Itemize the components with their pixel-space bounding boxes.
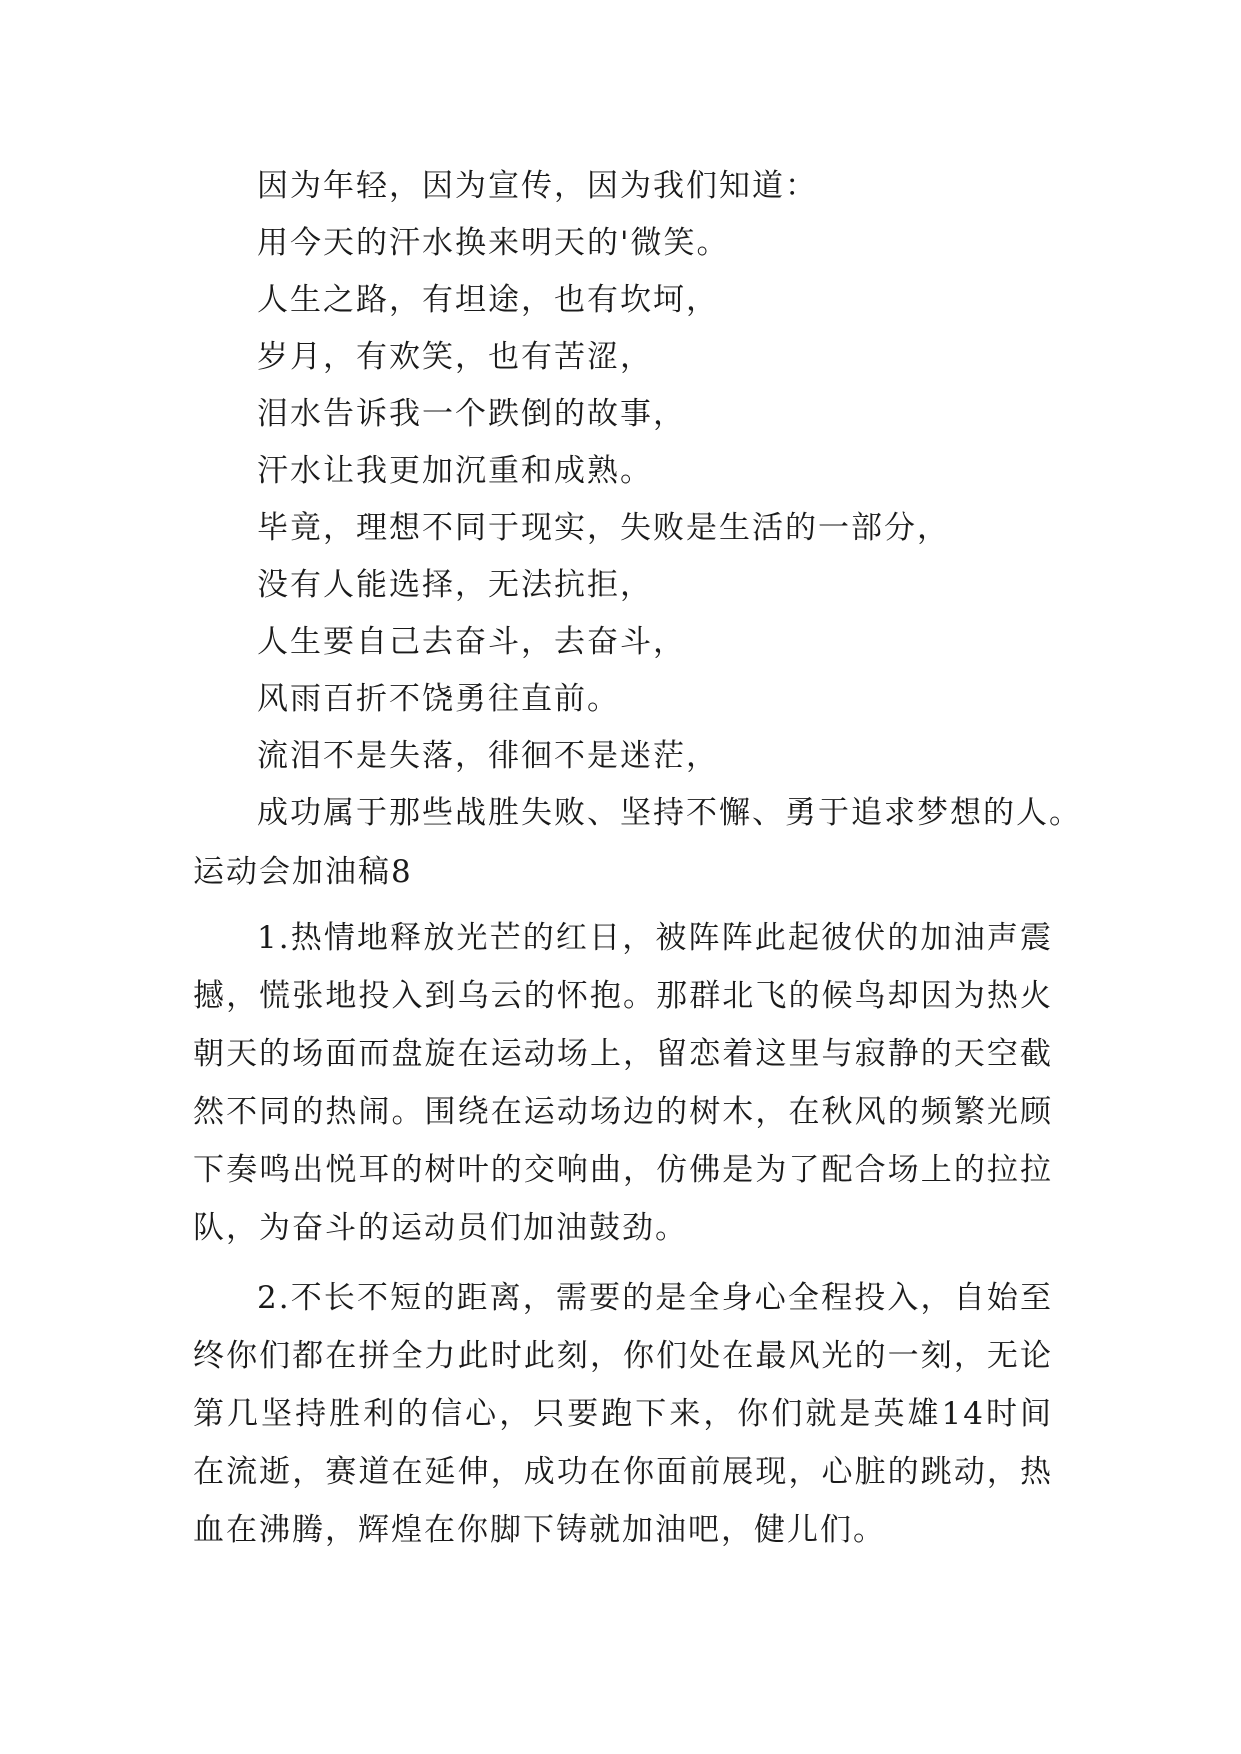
- poem-line: 毕竟，理想不同于现实，失败是生活的一部分，: [257, 510, 950, 546]
- poem-line: 岁月，有欢笑，也有苦涩，: [257, 339, 653, 375]
- poem-line: 人生之路，有坦途，也有坎坷，: [257, 282, 719, 318]
- poem-line: 泪水告诉我一个跌倒的故事，: [257, 396, 686, 432]
- poem-line: 流泪不是失落，徘徊不是迷茫，: [257, 738, 719, 774]
- poem-line: 风雨百折不饶勇往直前。: [257, 681, 620, 717]
- poem-line: 汗水让我更加沉重和成熟。: [257, 453, 653, 489]
- poem-line: 人生要自己去奋斗，去奋斗，: [257, 624, 686, 660]
- poem-line: 没有人能选择，无法抗拒，: [257, 567, 653, 603]
- poem-line: 成功属于那些战胜失败、坚持不懈、勇于追求梦想的人。: [257, 795, 1082, 831]
- poem-line: 用今天的汗水换来明天的'微笑。: [257, 225, 730, 261]
- poem-line: 因为年轻，因为宣传，因为我们知道：: [257, 168, 818, 204]
- section-heading: 运动会加油稿8: [193, 854, 413, 890]
- paragraph-2: 2.不长不短的距离，需要的是全身心全程投入，自始至终你们都在拼全力此时此刻，你们处在最风光的一刻，无论第几坚持胜利的信心，只要跑下来，你们就是英雄14时间在流逝，赛道在延伸，成功在你面前展现，心脏的跳动，热血在沸腾，辉煌在你脚下铸就加油吧，健儿们。: [193, 1280, 1053, 1548]
- document-body: [193, 158, 1082, 1559]
- paragraph-1: 1.热情地释放光芒的红日，被阵阵此起彼伏的加油声震撼，慌张地投入到乌云的怀抱。那群北飞的候鸟却因为热火朝天的场面而盘旋在运动场上，留恋着这里与寂静的天空截然不同的热闹。围绕在运动场边的树木，在秋风的频繁光顾下奏鸣出悦耳的树叶的交响曲，仿佛是为了配合场上的拉拉队，为奋斗的运动员们加油鼓劲。: [193, 920, 1053, 1246]
